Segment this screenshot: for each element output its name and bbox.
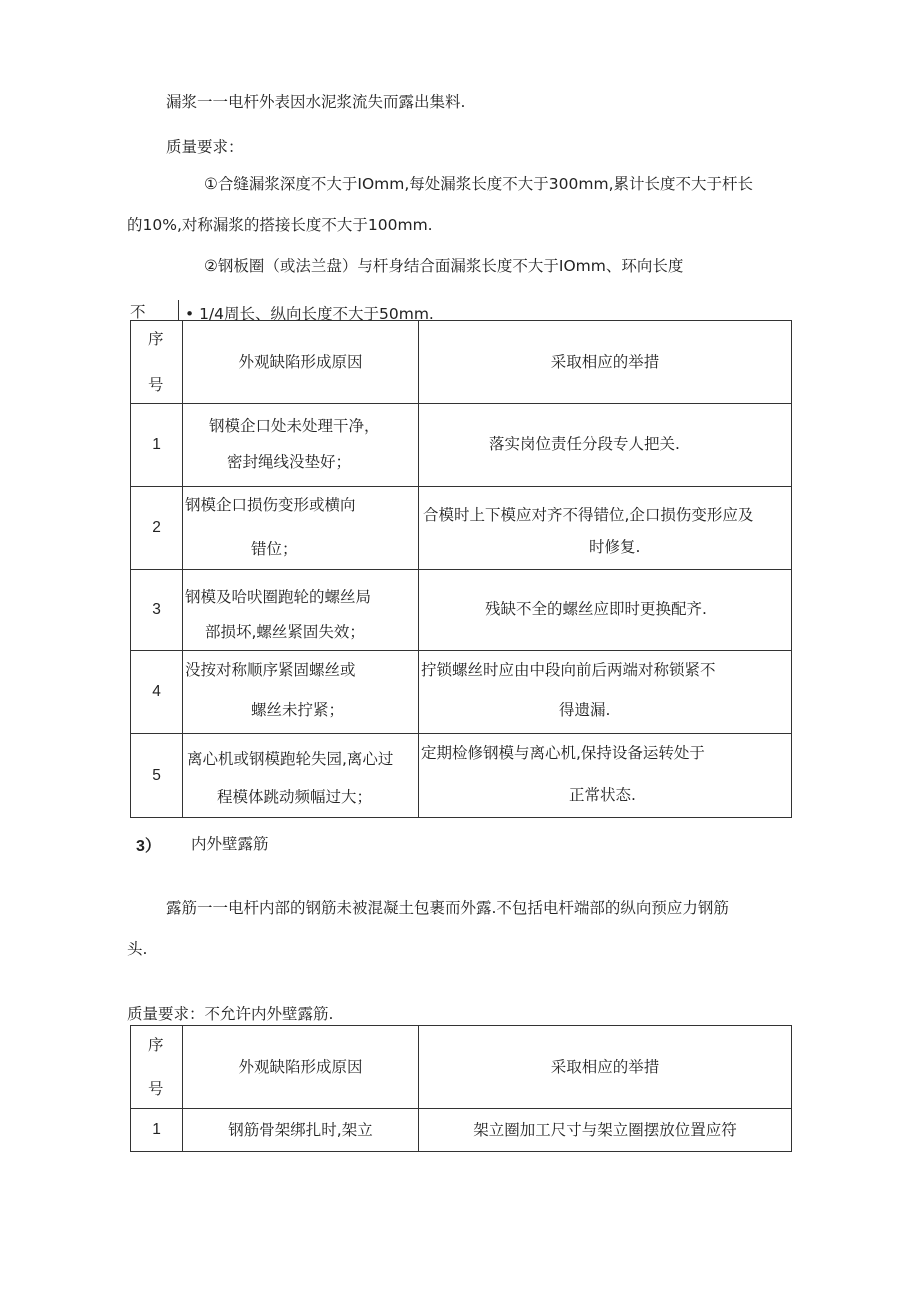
table-row	[131, 651, 792, 734]
requirement-1-line-2: 的10%,对称漏浆的搭接长度不大于100mm.	[127, 216, 433, 234]
table-header-row	[131, 1026, 792, 1109]
table-header-row	[131, 321, 792, 404]
row-cause: 没按对称顺序紧固螺丝或 螺丝未拧紧；	[183, 651, 419, 734]
row-number: 3	[131, 570, 183, 651]
section-3-title: 内外壁露筋	[191, 835, 269, 853]
table-row	[131, 570, 792, 651]
section-3-number: 3）	[136, 838, 161, 855]
row-cause: 钢模及哈吠圈跑轮的螺丝局 部损坏,螺丝紧固失效；	[183, 570, 419, 651]
header-serial: 序 号	[131, 321, 183, 404]
row-measure: 定期检修钢模与离心机,保持设备运转处于 正常状态.	[419, 734, 792, 818]
exposed-rebar-definition-line-2: 头.	[127, 940, 148, 958]
requirement-2-line-1: ②钢板圈（或法兰盘）与杆身结合面漏浆长度不大于IOmm、环向长度	[204, 257, 684, 275]
row-number: 4	[131, 651, 183, 734]
row-number: 5	[131, 734, 183, 818]
row-cause: 钢模企口处未处理干净， 密封绳线没垫好；	[183, 404, 419, 487]
header-cause: 外观缺陷形成原因	[183, 321, 419, 404]
table-row	[131, 487, 792, 570]
margin-rule	[178, 300, 179, 320]
row-cause: 钢模企口损伤变形或横向 错位；	[183, 487, 419, 570]
row-number: 1	[131, 1109, 183, 1152]
defect-table-leakage	[130, 320, 792, 818]
header-serial: 序 号	[131, 1026, 183, 1109]
table-row	[131, 734, 792, 818]
row-measure: 合模时上下模应对齐不得错位,企口损伤变形应及 时修复.	[419, 487, 792, 570]
table-row	[131, 1109, 792, 1152]
header-measure: 采取相应的举措	[419, 321, 792, 404]
defect-table-exposed-rebar	[130, 1025, 792, 1152]
leakage-definition: 漏浆一一电杆外表因水泥浆流失而露出集料.	[166, 93, 466, 111]
row-measure: 架立圈加工尺寸与架立圈摆放位置应符	[419, 1109, 792, 1152]
row-measure: 拧锁螺丝时应由中段向前后两端对称锁紧不 得遗漏.	[419, 651, 792, 734]
row-measure: 残缺不全的螺丝应即时更换配齐.	[419, 570, 792, 651]
row-measure: 落实岗位责任分段专人把关.	[419, 404, 792, 487]
header-cause: 外观缺陷形成原因	[183, 1026, 419, 1109]
row-number: 2	[131, 487, 183, 570]
row-cause: 离心机或钢模跑轮失园,离心过 程模体跳动频幅过大；	[183, 734, 419, 818]
row-number: 1	[131, 404, 183, 487]
requirement-2-line-2: • 1/4周长、纵向长度不大于50mm.	[185, 305, 434, 323]
quality-requirement-label: 质量要求：	[166, 138, 244, 156]
exposed-rebar-definition-line-1: 露筋一一电杆内部的钢筋未被混凝土包裹而外露.不包括电杆端部的纵向预应力钢筋	[166, 899, 729, 917]
table-row	[131, 404, 792, 487]
exposed-rebar-quality-requirement: 质量要求：不允许内外壁露筋.	[127, 1005, 334, 1023]
row-cause: 钢筋骨架绑扎时,架立	[183, 1109, 419, 1152]
requirement-2-prefix: 不	[130, 303, 146, 321]
header-measure: 采取相应的举措	[419, 1026, 792, 1109]
requirement-1-line-1: ①合缝漏浆深度不大于IOmm,每处漏浆长度不大于300mm,累计长度不大于杆长	[204, 175, 754, 193]
